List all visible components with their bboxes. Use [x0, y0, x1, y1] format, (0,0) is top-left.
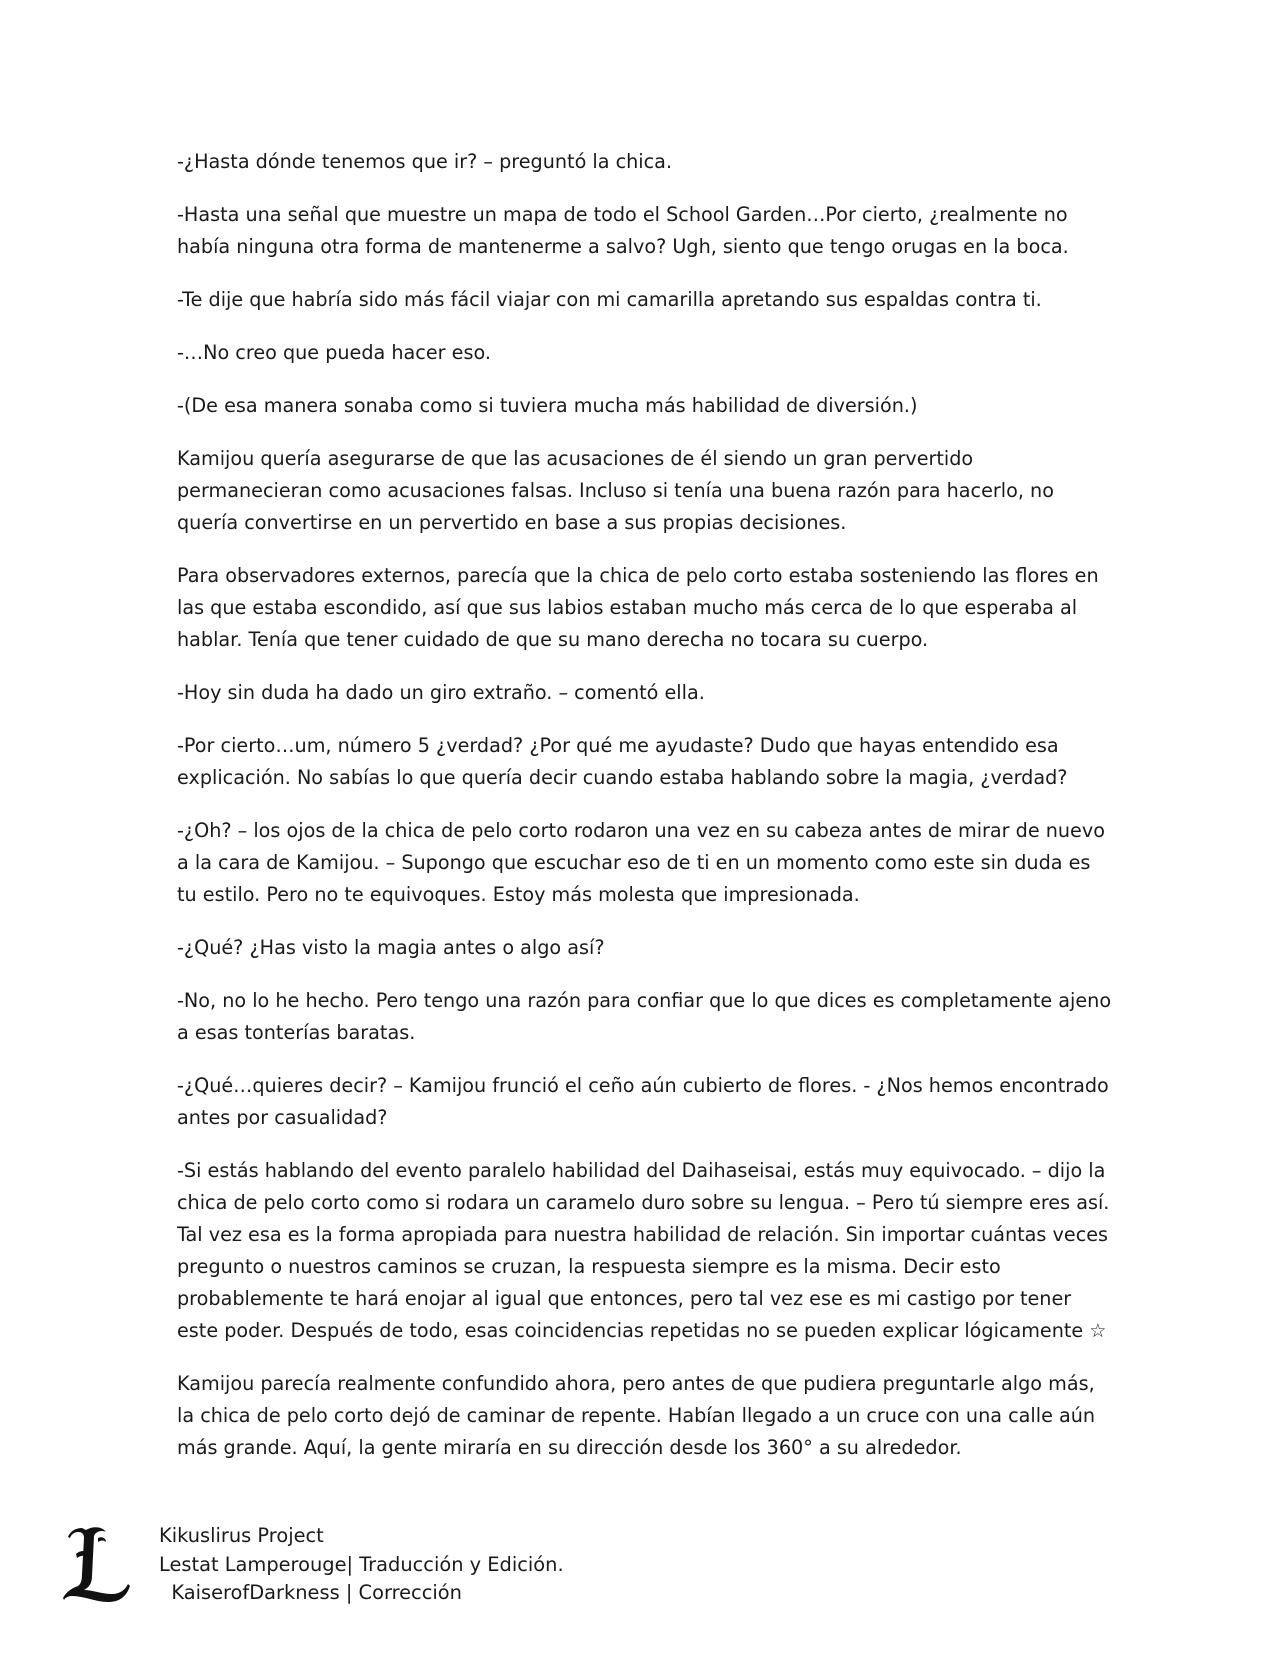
project-name: Kikuslirus Project: [159, 1524, 324, 1547]
paragraph: -Hoy sin duda ha dado un giro extraño. – comentó ella.: [177, 681, 705, 704]
credits-text: [159, 1522, 564, 1608]
proofreader-credit: KaiserofDarkness | Corrección: [159, 1581, 462, 1604]
paragraph: -¿Qué? ¿Has visto la magia antes o algo así?: [177, 936, 605, 959]
paragraph: Kamijou parecía realmente confundido ahora, pero antes de que pudiera preguntarle algo más, la chica de pelo corto dejó de caminar de repente. Habían llegado a un cruce con una calle aún más grande. Aquí, la gente miraría en su dirección desde los 360° a su alrededor.: [177, 1372, 1096, 1459]
credits-footer: [62, 1522, 662, 1632]
paragraph: -Te dije que habría sido más fácil viajar con mi camarilla apretando sus espaldas contra ti.: [177, 288, 1042, 311]
paragraph: -Si estás hablando del evento paralelo habilidad del Daihaseisai, estás muy equivocado. – dijo la chica de pelo corto como si rodara un caramelo duro sobre su lengua. – Pero tú siempre eres así. Tal vez esa es la forma apropiada para nuestra habilidad de relación. Sin importar cuántas veces pregunto o nuestros caminos se cruzan, la respuesta siempre es la misma. Decir esto probablemente te hará enojar al igual que entonces, pero tal vez ese es mi castigo por tener este poder. Después de todo, esas coincidencias repetidas no se pueden explicar lógicamente ☆: [177, 1159, 1110, 1342]
paragraph: -¿Hasta dónde tenemos que ir? – preguntó la chica.: [177, 150, 673, 173]
paragraph: Para observadores externos, parecía que la chica de pelo corto estaba sosteniendo las flores en las que estaba escondido, así que sus labios estaban mucho más cerca de lo que esperaba al hablar. Tenía que tener cuidado de que su mano derecha no tocara su cuerpo.: [177, 564, 1099, 651]
paragraph: -Hasta una señal que muestre un mapa de todo el School Garden…Por cierto, ¿realmente no había ninguna otra forma de mantenerme a salvo? Ugh, siento que tengo orugas en la boca.: [177, 203, 1069, 258]
paragraph: -¿Qué…quieres decir? – Kamijou frunció el ceño aún cubierto de flores. - ¿Nos hemos encontrado antes por casualidad?: [177, 1074, 1109, 1129]
paragraph: -Por cierto…um, número 5 ¿verdad? ¿Por qué me ayudaste? Dudo que hayas entendido esa explicación. No sabías lo que quería decir cuando estaba hablando sobre la magia, ¿verdad?: [177, 734, 1068, 789]
paragraph: -(De esa manera sonaba como si tuviera mucha más habilidad de diversión.): [177, 394, 918, 417]
gothic-l-logo-icon: [62, 1524, 132, 1604]
translator-credit: Lestat Lamperouge| Traducción y Edición.: [159, 1552, 564, 1576]
document-body: [177, 146, 1112, 1485]
paragraph: Kamijou quería asegurarse de que las acusaciones de él siendo un gran pervertido permanecieran como acusaciones falsas. Incluso si tenía una buena razón para hacerlo, no quería convertirse en un pervertido en base a sus propias decisiones.: [177, 447, 1054, 534]
paragraph: -¿Oh? – los ojos de la chica de pelo corto rodaron una vez en su cabeza antes de mirar de nuevo a la cara de Kamijou. – Supongo que escuchar eso de ti en un momento como este sin duda es tu estilo. Pero no te equivoques. Estoy más molesta que impresionada.: [177, 819, 1105, 906]
paragraph: -No, no lo he hecho. Pero tengo una razón para confiar que lo que dices es completamente ajeno a esas tonterías baratas.: [177, 989, 1112, 1044]
paragraph: -…No creo que pueda hacer eso.: [177, 341, 491, 364]
